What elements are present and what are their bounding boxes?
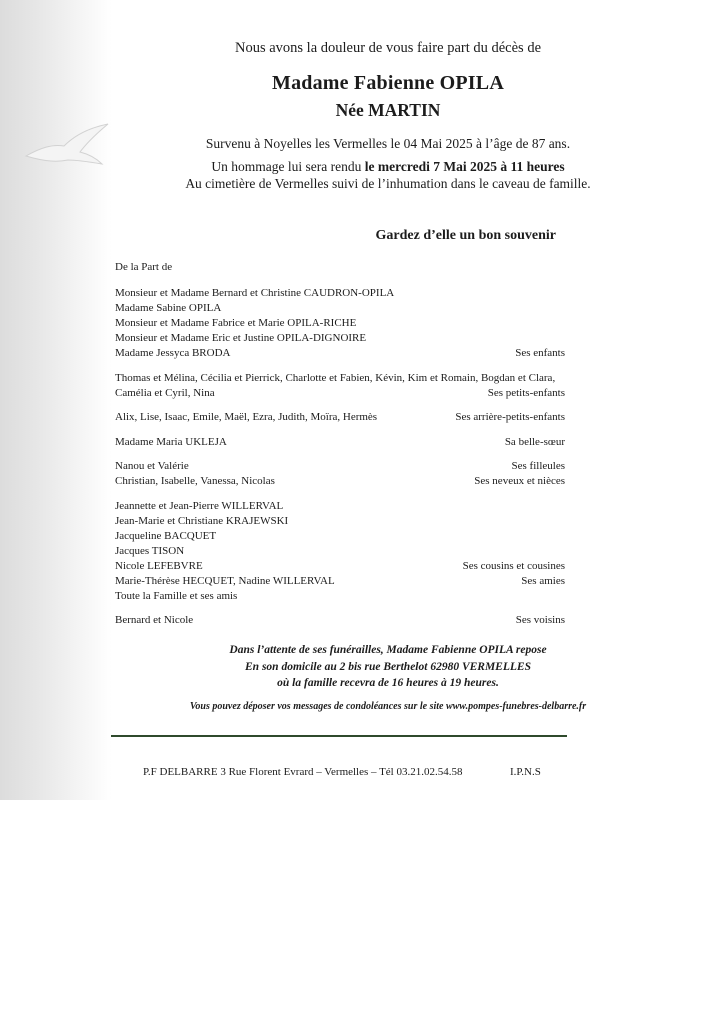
family-row	[115, 499, 565, 514]
family-group	[115, 371, 565, 401]
family-row	[115, 331, 565, 346]
family-names: Jean-Marie et Christiane KRAJEWSKI	[115, 514, 289, 527]
relationship-label: Ses cousins et cousines	[462, 559, 565, 572]
scan-shadow-band	[0, 0, 112, 800]
family-row	[115, 316, 565, 331]
family-row	[115, 574, 565, 589]
cemetery-line: Au cimetière de Vermelles suivi de l’inhumation dans le caveau de famille.	[185, 176, 591, 191]
death-details: Survenu à Noyelles les Vermelles le 04 Mai 2025 à l’âge de 87 ans.	[205, 136, 571, 151]
family-row	[115, 514, 565, 529]
family-names: Jacqueline BACQUET	[115, 529, 217, 542]
footer-code: I.P.N.S	[510, 766, 541, 778]
family-names: Jacques TISON	[115, 544, 185, 557]
tribute-date: le mercredi 7 Mai 2025 à 11 heures	[364, 159, 565, 174]
repose-line-3: où la famille recevra de 16 heures à 19 heures.	[277, 677, 499, 689]
family-group	[115, 613, 565, 628]
family-group	[115, 499, 565, 604]
family-row	[115, 474, 565, 489]
family-names: Thomas et Mélina, Cécilia et Pierrick, Charlotte et Fabien, Kévin, Kim et Romain, Bogdan et Clara,	[115, 371, 556, 384]
relationship-label: Ses neveux et nièces	[474, 475, 565, 487]
family-names: Nicole LEFEBVRE	[115, 559, 203, 572]
family-row	[115, 589, 565, 604]
footer-address: P.F DELBARRE 3 Rue Florent Evrard – Vermelles – Tél 03.21.02.54.58	[143, 766, 463, 778]
family-row	[115, 371, 565, 386]
family-row	[115, 435, 565, 450]
relationship-label: Ses filleules	[511, 460, 565, 472]
family-names: Bernard et Nicole	[115, 614, 194, 626]
family-row	[115, 544, 565, 559]
family-names: Madame Jessyca BRODA	[115, 347, 231, 359]
relationship-label: Ses petits-enfants	[487, 386, 565, 399]
family-group	[115, 435, 565, 450]
family-names: Jeannette et Jean-Pierre WILLERVAL	[115, 499, 284, 512]
family-names: Christian, Isabelle, Vanessa, Nicolas	[115, 475, 275, 487]
condolences-note: Vous pouvez déposer vos messages de condoléances sur le site www.pompes-funebres-delbarre.fr	[189, 701, 587, 712]
family-names: Alix, Lise, Isaac, Emile, Maël, Ezra, Judith, Moïra, Hermès	[115, 411, 378, 423]
repose-line-1: Dans l’attente de ses funérailles, Madame Fabienne OPILA repose	[229, 644, 547, 656]
family-group	[115, 410, 565, 425]
maiden-name: Née MARTIN	[335, 100, 441, 120]
dove-icon	[22, 118, 112, 178]
relationship-label: Ses enfants	[515, 347, 565, 359]
family-names: Monsieur et Madame Eric et Justine OPILA-DIGNOIRE	[115, 332, 367, 344]
relationship-label: Sa belle-sœur	[504, 435, 565, 448]
family-row	[115, 286, 565, 301]
family-row	[115, 459, 565, 474]
family-row	[115, 301, 565, 316]
divider-rule	[111, 735, 567, 737]
family-names: Nanou et Valérie	[115, 460, 189, 472]
family-row	[115, 613, 565, 628]
family-list	[115, 286, 565, 638]
intro-text: Nous avons la douleur de vous faire part du décès de	[234, 40, 541, 56]
family-group	[115, 286, 565, 361]
relationship-label: Ses arrière-petits-enfants	[455, 411, 565, 423]
family-names: Monsieur et Madame Fabrice et Marie OPILA-RICHE	[115, 317, 357, 329]
family-row	[115, 346, 565, 361]
family-names: Madame Sabine OPILA	[115, 302, 222, 314]
family-row	[115, 559, 565, 574]
relationship-label: Ses voisins	[515, 614, 565, 626]
deceased-name: Madame Fabienne OPILA	[272, 72, 504, 94]
family-names: Monsieur et Madame Bernard et Christine CAUDRON-OPILA	[115, 287, 395, 299]
from-label: De la Part de	[115, 261, 173, 273]
family-group	[115, 459, 565, 489]
repose-notice	[112, 642, 664, 692]
family-names: Marie-Thérèse HECQUET, Nadine WILLERVAL	[115, 574, 335, 587]
family-row	[115, 386, 565, 401]
souvenir-line: Gardez d’elle un bon souvenir	[375, 228, 556, 243]
relationship-label: Ses amies	[521, 574, 565, 587]
repose-line-2: En son domicile au 2 bis rue Berthelot 62980 VERMELLES	[245, 660, 531, 673]
family-row	[115, 529, 565, 544]
family-names: Camélia et Cyril, Nina	[115, 386, 215, 399]
tribute-prefix: Un hommage lui sera rendu	[211, 159, 365, 174]
family-row	[115, 410, 565, 425]
family-names: Madame Maria UKLEJA	[115, 435, 227, 448]
family-names: Toute la Famille et ses amis	[115, 589, 238, 602]
tribute-line	[112, 159, 664, 175]
